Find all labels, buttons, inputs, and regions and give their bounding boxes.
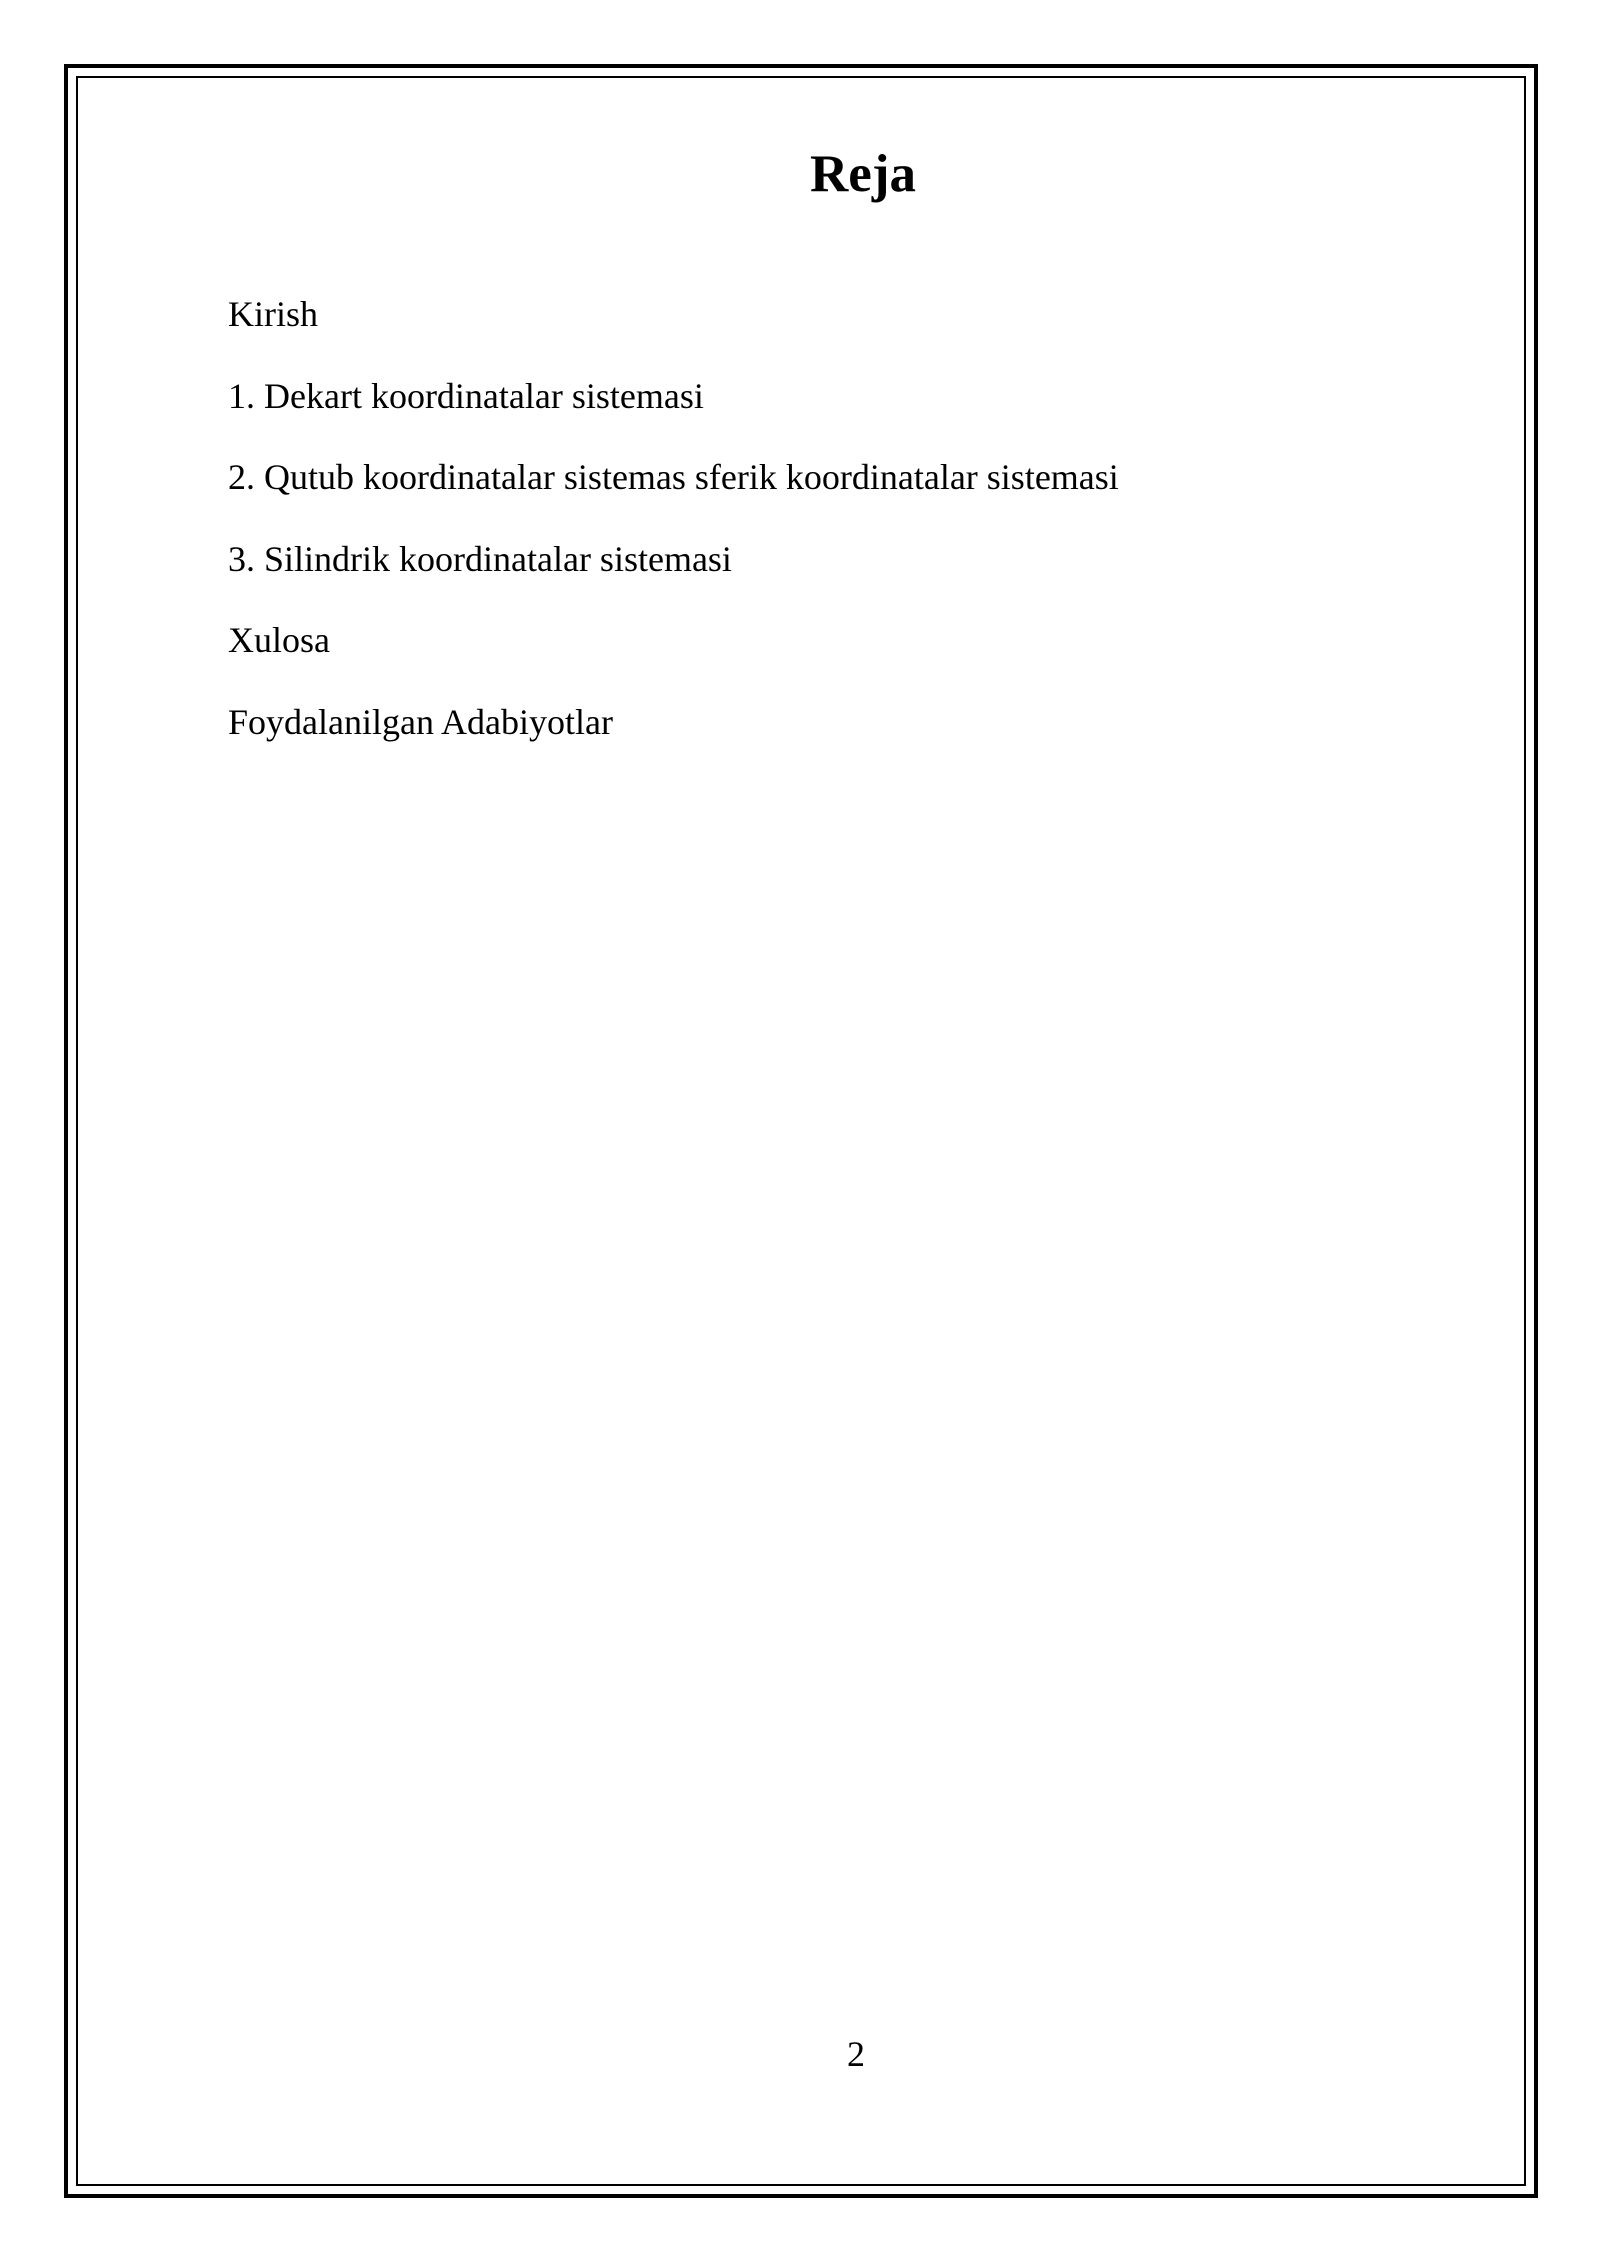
- toc-item-polar-spherical: 2. Qutub koordinatalar sistemas sferik koordinatalar sistemasi: [228, 457, 1119, 497]
- toc-item-references: Foydalanilgan Adabiyotlar: [228, 701, 613, 742]
- toc-item-cylindrical: 3. Silindrik koordinatalar sistemasi: [228, 538, 732, 579]
- toc-item-cartesian: 1. Dekart koordinatalar sistemasi: [228, 375, 704, 416]
- page-title: Reja: [810, 145, 916, 203]
- table-of-contents: [228, 296, 1119, 785]
- toc-item-introduction: Kirish: [228, 294, 318, 334]
- page-number: 2: [847, 2034, 865, 2074]
- toc-item-conclusion: Xulosa: [228, 620, 330, 660]
